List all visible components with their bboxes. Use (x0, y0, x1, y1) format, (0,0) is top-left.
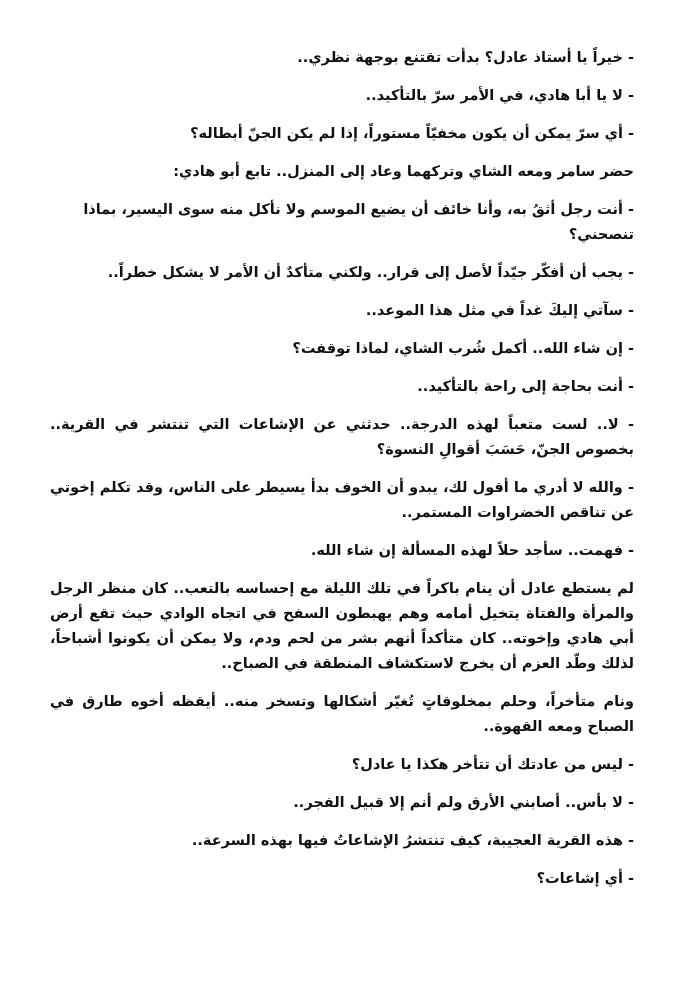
dialogue-line: - يجب أن أفكّر جيّداً لأصل إلى قرار.. ولكني متأكدٌ أن الأمر لا يشكل خطراً.. (107, 265, 634, 281)
dialogue-line: - أي سرّ يمكن أن يكون مخفيّاً مستوراً، إذا لم يكن الجنّ أبطاله؟ (190, 126, 634, 142)
dialogue-line: - أي إشاعات؟ (536, 871, 634, 887)
dialogue-line: - لا بأس.. أصابني الأرق ولم أنم إلا قبيل الفجر.. (293, 795, 634, 811)
text-column (50, 46, 634, 905)
narration-paragraph: ونام متأخراً، وحلم بمخلوقاتٍ تُغيّر أشكالها وتسخر منه.. أيقظه أخوه طارق في الصباح ومعه القهوة.. (50, 694, 634, 735)
narration-line: حضر سامر ومعه الشاي وتركهما وعاد إلى المنزل.. تابع أبو هادي: (173, 164, 634, 180)
dialogue-line: - هذه القرية العجيبة، كيف تنتشرُ الإشاعاتُ فيها بهذه السرعة.. (191, 833, 634, 849)
dialogue-paragraph: - لا.. لست متعباً لهذه الدرجة.. حدثني عن الإشاعات التي تنتشر في القرية.. بخصوص الجنّ، حَسَبَ أقوالِ النسوة؟ (50, 417, 634, 458)
dialogue-line: - لا يا أبا هادي، في الأمر سرّ بالتأكيد.. (365, 88, 634, 104)
dialogue-line: - خيراً يا أستاذ عادل؟ بدأت تقتنع بوجهة نظري.. (297, 50, 634, 66)
dialogue-line: - أنت رجل أثقُ به، وأنا خائف أن يضيع الموسم ولا نأكل منه سوى اليسير، بماذا تنصحني؟ (83, 202, 634, 243)
dialogue-line: - ليس من عادتك أن تتأخر هكذا يا عادل؟ (351, 757, 634, 773)
dialogue-line: - فهمت.. سأجد حلاً لهذه المسألة إن شاء الله. (310, 543, 634, 559)
dialogue-paragraph: - والله لا أدري ما أقول لك، يبدو أن الخوف بدأ يسيطر على الناس، وقد تكلم إخوتي عن تناقص الخضراوات المستمر.. (50, 480, 634, 521)
dialogue-line: - أنت بحاجة إلى راحة بالتأكيد.. (417, 379, 634, 395)
dialogue-line: - إن شاء الله.. أكمل شُرب الشاي، لماذا توقفت؟ (292, 341, 634, 357)
dialogue-line: - سآتي إليكَ غداً في مثل هذا الموعد.. (365, 303, 634, 319)
narration-paragraph: لم يستطع عادل أن ينام باكراً في تلك الليلة مع إحساسه بالتعب.. كان منظر الرجل والمرأة والفتاة يتخيل أمامه وهم يهبطون السفح في اتجاه الوادي حيث تقع أرض أبي هادي وإخوته.. كان متأكداً أنهم بشر من لحم ودم، ولا يمكن أن يكونوا أشباحاً، لذلك وطّد العزم أن يخرج لاستكشاف المنطقة في الصباح.. (50, 581, 634, 672)
